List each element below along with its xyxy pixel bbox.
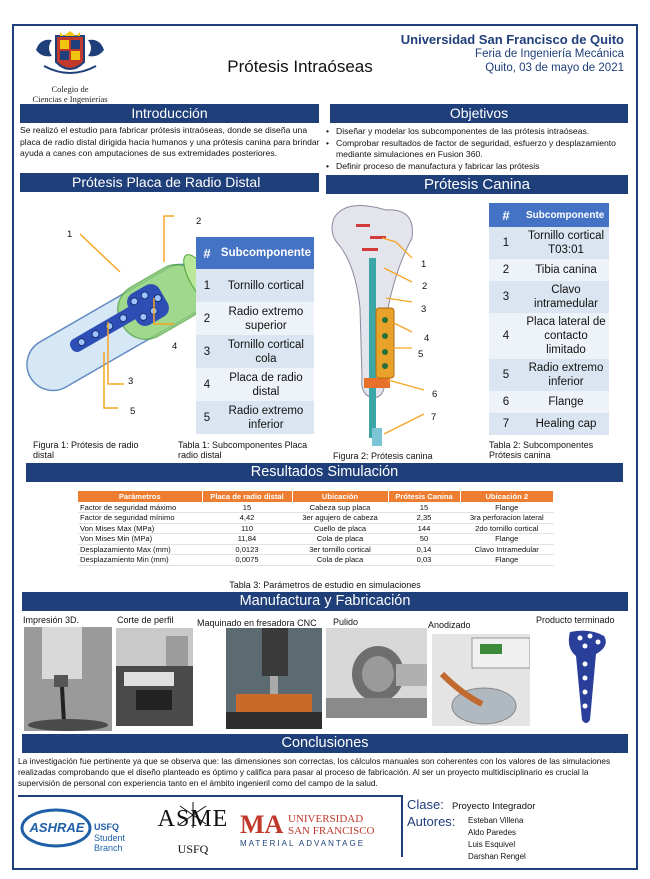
radio-callout: 4 <box>172 341 178 352</box>
radio-distal-figure <box>24 202 220 438</box>
table-row: Von Mises Max (MPa) 110 Cuello de placa 144 2do tornillo cortical <box>78 523 554 534</box>
table-row: 4 Placa lateral de contacto limitado <box>489 313 609 359</box>
figure2-caption: Figura 2: Prótesis canina <box>333 451 433 461</box>
table-header: Subcomponente <box>523 203 609 227</box>
step-label: Anodizado <box>428 620 471 630</box>
photo-finished-product <box>530 626 628 728</box>
material-advantage-logo <box>240 810 390 850</box>
poster-title: Prótesis Intraóseas <box>227 57 373 76</box>
step-label: Pulido <box>333 617 359 627</box>
college-name-line1: Colegio de <box>51 84 89 94</box>
table-row: 1 Tornillo cortical <box>196 269 314 302</box>
table-header: Ubicación 2 <box>460 491 554 502</box>
table-header: # <box>489 203 523 227</box>
ma-line3: MATERIAL ADVANTAGE <box>240 839 366 848</box>
canina-callout: 2 <box>422 281 428 292</box>
table-row: Factor de seguridad máximo 15 Cabeza sup placa 15 Flange <box>78 502 554 513</box>
radio-callout: 3 <box>128 376 134 387</box>
table-header: Placa de radio distal <box>202 491 292 502</box>
canina-callout: 7 <box>431 412 437 423</box>
table-row: 3 Tornillo cortical cola <box>196 335 314 368</box>
photo-profile-cut <box>116 628 193 726</box>
ashrae-text: ASHRAE <box>29 820 85 835</box>
college-name-line2: Ciencias e Ingenierías <box>32 94 108 104</box>
ma-text: MA <box>240 810 284 839</box>
photo-cnc-milling <box>226 628 322 729</box>
intro-text: Se realizó el estudio para fabricar prótesis intraóseas, donde se diseña una placa de radio distal dirigida hacia humanos y una prótesis canina para brindar ayuda a canes con amputaciones de sus extremidades posteriores. <box>20 125 320 158</box>
radio-heading <box>20 173 319 192</box>
author-name: Luis Esquivel <box>468 840 516 849</box>
intro-heading: Introducción <box>20 104 319 123</box>
asme-usfq: USFQ <box>177 842 209 856</box>
canina-callout: 3 <box>421 304 427 315</box>
canina-callout: 5 <box>418 349 424 360</box>
objectives-heading: Objetivos <box>330 104 628 123</box>
step-label: Impresión 3D. <box>23 615 80 625</box>
table-row: 7 Healing cap <box>489 413 609 435</box>
photo-polishing <box>326 628 427 718</box>
university-name: Universidad San Francisco de Quito <box>400 32 624 47</box>
conclusions-text: La investigación fue pertinente ya que se observa que: las dimensiones son correctas, los cálculos manuales son coherentes con los valores de las simulaciones realizadas comprobando que el diseño planteado es óptimo y califica para pasar al proceso de fabricación. Al ser un proyecto multidisciplinario es crucial la supervisión de personal con experiencia tanto en el ámbito ingenieril como del campo de la salud. <box>18 756 611 789</box>
ashrae-logo <box>20 808 142 856</box>
footer-right-divider <box>401 795 403 857</box>
photo-3d-printing <box>24 627 112 731</box>
figure1-caption: Figura 1: Prótesis de radio distal <box>33 440 139 460</box>
table-header: Subcomponente <box>218 237 314 269</box>
step-label: Maquinado en fresadora CNC <box>197 618 317 628</box>
table-row: 2 Radio extremo superior <box>196 302 314 335</box>
results-table <box>78 491 554 566</box>
table-row: 6 Flange <box>489 391 609 413</box>
autores-label: Autores: <box>407 814 456 829</box>
ashrae-usfq: USFQ <box>94 822 120 832</box>
table-row: Desplazamiento Min (mm) 0,0075 Cola de placa 0,03 Flange <box>78 555 554 566</box>
step-label: Producto terminado <box>536 615 615 625</box>
radio-callout: 2 <box>196 216 202 227</box>
college-crest <box>30 30 110 86</box>
canine-prosthesis-figure <box>326 198 446 448</box>
table-row: Von Mises Min (MPa) 11,84 Cola de placa 50 Flange <box>78 534 554 545</box>
ashrae-student-branch: Student Branch <box>94 833 126 853</box>
objective-item: • Diseñar y modelar los subcomponentes de las prótesis intraóseas. <box>326 126 626 138</box>
author-name: Darshan Rengel <box>468 852 526 861</box>
radio-callout: 1 <box>67 229 73 240</box>
table-row: 1 Tornillo cortical T03:01 <box>489 227 609 259</box>
footer-divider <box>18 795 403 797</box>
conclusions-heading: Conclusiones <box>22 734 628 753</box>
radio-heading-text: Prótesis Placa de Radio Distal <box>72 174 261 190</box>
manufacturing-heading: Manufactura y Fabricación <box>22 592 628 611</box>
radio-subcomponents-table <box>196 237 314 434</box>
results-heading: Resultados Simulación <box>26 463 623 482</box>
author-name: Aldo Paredes <box>468 828 517 837</box>
table3-caption: Tabla 3: Parámetros de estudio en simulaciones <box>229 580 421 590</box>
radio-callout: 5 <box>130 406 136 417</box>
step-label: Corte de perfil <box>117 615 174 625</box>
table-row: 2 Tibia canina <box>489 259 609 281</box>
event-date: Quito, 03 de mayo de 2021 <box>485 62 624 74</box>
table-header: Ubicación <box>292 491 388 502</box>
canina-callout: 4 <box>424 333 430 344</box>
table2-caption: Tabla 2: Subcomponentes Prótesis canina <box>489 440 594 460</box>
author-name: Esteban Villena <box>468 816 524 825</box>
table-header: # <box>196 237 218 269</box>
canine-subcomponents-table <box>489 203 609 435</box>
results-table-wrap <box>78 491 554 566</box>
table-header: Parámetros <box>78 491 202 502</box>
table-header: Prótesis Canina <box>388 491 460 502</box>
ma-line1: UNIVERSIDAD <box>288 813 364 825</box>
clase-label: Clase: <box>407 797 444 812</box>
canina-callout: 1 <box>421 259 427 270</box>
objective-item: • Comprobar resultados de factor de seguridad, esfuerzo y desplazamiento mediante simulaciones en Fusion 360. <box>326 138 626 161</box>
table-row: Desplazamiento Max (mm) 0,0123 3er tornillo cortical 0,14 Clavo Intramedular <box>78 544 554 555</box>
table-row: 5 Radio extremo inferior <box>489 359 609 391</box>
objective-item: • Definir proceso de manufactura y fabricar las prótesis <box>326 161 626 173</box>
canina-callout: 6 <box>432 389 438 400</box>
table-row: 5 Radio extremo inferior <box>196 401 314 434</box>
canina-heading: Prótesis Canina <box>326 175 628 194</box>
fair-name: Feria de Ingeniería Mecánica <box>475 48 624 60</box>
table1-caption: Tabla 1: Subcomponentes Placa radio distal <box>178 440 308 460</box>
table-row: Factor de seguridad mínimo 4,42 3er agujero de cabeza 2,35 3ra perforacion lateral <box>78 513 554 524</box>
table-row: 3 Clavo intramedular <box>489 281 609 313</box>
asme-text: ASME <box>157 806 229 832</box>
objectives-list <box>326 126 626 172</box>
photo-anodizing <box>432 634 530 726</box>
clase-value: Proyecto Integrador <box>452 801 536 812</box>
asme-logo <box>150 800 236 858</box>
table-row: 4 Placa de radio distal <box>196 368 314 401</box>
ma-line2: SAN FRANCISCO <box>288 825 375 837</box>
